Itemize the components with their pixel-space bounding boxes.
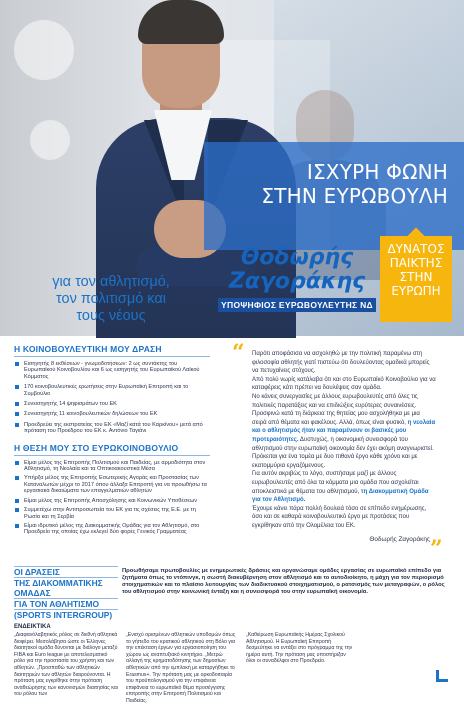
intergroup-title-line: ΤΗΣ ΔΙΑΚΟΜΜΑΤΙΚΗΣ ΟΜΑΔΑΣ xyxy=(14,578,103,598)
bokeh-light xyxy=(30,120,70,160)
quote-text xyxy=(252,350,436,530)
headline-line-1: ΙΣΧΥΡΗ ΦΩΝΗ xyxy=(306,160,448,184)
candidate-subtitle: ΥΠΟΨΗΦΙΟΣ ΕΥΡΩΒΟΥΛΕΥΤΗΣ ΝΔ xyxy=(218,298,376,312)
intergroup-intro: Προωθήσαμε πρωτοβουλίες με ενημερωτικές δράσεις και οργανώσαμε ομάδες εργασίας σε ευρωπαϊκό επίπεδο για ζητήματα όπως το ντόπινγκ, η σωστή διακυβέρνηση στον αθλητισμό και το αυτοδιοίκητο, η μάχη για τον περιορισμό στοιχηματικών και το πλαίσιο λειτουργίας των διαδικτυακού στοιχηματισμού, ο ρατσισμός των μεταγραφών, ο ρόλος του αθλητισμού στην κοινωνική ένταξη και η συνεισφορά του στην ευρωπαϊκή οικονομία. xyxy=(122,568,445,595)
open-quote-icon: “ xyxy=(232,340,245,366)
tagline-line-2: ΠΑΙΚΤΗΣ xyxy=(389,256,443,270)
quote-text-part: Για αυτόν ακριβώς το λόγο, συστήσαμε μαζί με άλλους ευρωβουλευτές από όλα τα κόμματα μια ομάδα που ασχολείται αποκλειστικά με θέματα του αθλητισμού, xyxy=(252,471,419,495)
headline-line-2: ΣΤΗΝ ΕΥΡΩΒΟΥΛΗ xyxy=(261,184,448,208)
slogan-line-2: τον πολιτισμό και xyxy=(56,291,166,307)
quote-paragraph: Από πολύ νωρίς κατάλαβα ότι και στο Ευρωπαϊκό Κοινοβούλιο για να καταφέρεις κάτι πρέπει να δουλέψεις σαν ομάδα. xyxy=(252,376,436,392)
headline-banner xyxy=(204,142,464,250)
quote-paragraph xyxy=(252,470,436,504)
bokeh-light xyxy=(14,20,74,80)
list-item: Εισηγητής 8 εκθέσεων - γνωμοδοτήσεων: 2 ως συντάκτης του Ευρωπαϊκού Κοινοβουλίου και 6 ως εισηγητής του Ευρωπαϊκού Λαϊκού Κόμματος xyxy=(14,361,210,380)
headline-text xyxy=(261,160,448,208)
quote-paragraph: Παρότι αποφάσισα να ασχοληθώ με την πολιτική παραμένω στη φιλοσοφία αθλητής γιατί πιστεύω ότι δουλεύοντας ομαδικά μπορείς να πετυχαίνεις στόχους. xyxy=(252,351,430,375)
list-item: 170 κοινοβουλευτικές ερωτήσεις στην Ευρωπαϊκή Επιτροπή και το Συμβούλιο xyxy=(14,384,210,397)
intergroup-section xyxy=(14,566,454,704)
quote-block xyxy=(224,340,452,562)
candidate-first-name: Θοδωρής xyxy=(240,245,354,270)
list-item: Υπήρξα μέλος της Επιτροπής Εσωτερικής Αγοράς και Προστασίας των Καταναλωτών μέχρι το 2017 όπου άλλαξα Επιτροπή για να προωθήσω τα εργασιακά δικαιώματα των επαγγελματιών αθλητών xyxy=(14,475,210,494)
candidate-name-block xyxy=(218,246,376,312)
list-item: Είμαι μέλος της Επιτροπής Πολιτισμού και Παιδείας, με αρμοδιότητα στον Αθλητισμό, τη Νεολαία και τα Οπτικοακουστικά Μέσα xyxy=(14,460,210,473)
quote-text-part: Νο κάνεις συνεργασίες με άλλους ευρωβουλευτές από όλες τις πολιτικές παρατάξεις και να επιδιώξεις ευρύτερες συναινέσεις. Προσφινώ κατά τη διάρκεια της θητείας μου ασχολήθηκα με μια σειρά από θέματα και φακέλους. Αλλά, όπως είναι φυσικό, xyxy=(252,393,420,426)
signature: Θοδωρής Ζαγοράκης xyxy=(369,536,430,543)
parliament-section-title: Η ΚΟΙΝΟΒΟΥΛΕΥΤΙΚΗ ΜΟΥ ΔΡΑΣΗ xyxy=(14,344,210,357)
list-item: Συνεισηγητής 14 ψηφισμάτων του ΕΚ xyxy=(14,401,210,407)
quote-paragraph xyxy=(252,393,436,470)
indicative-label: ΕΝΔΕΙΚΤΙΚΑ xyxy=(14,624,51,630)
list-item: Προεδρεύει της εκστρατείας του ΕΚ «Μαζί κατά του Καρκίνου» μετά από πρόταση του Προέδρου του ΕΚ κ. Αντόνιο Ταγιάνι xyxy=(14,422,210,435)
intergroup-column-1: „Διαφανόλαβητικός ρόλος σε διεθνή αθλητικά διοφέρει. Μεσολάβησα ώστε οι Έλληνες διαιτητικοί ομάδα δύνονται με διάλογο μεταξύ FIBA και Euro league με αποτελεσματικό ρόλο για την προστασία του χρήστη και των αθλητών. „Προσπαθώ των αθλητικών διαιτητριών των αθλητών διαιρούνονται. Η πρόταση μας εγκρίθηκε στην πρόταση αναθεώρησης των κανονισμών διαιτησίας και του ρόλου των xyxy=(14,632,118,698)
left-column xyxy=(14,344,210,539)
tagline-box xyxy=(380,236,452,322)
tagline-line-3: ΣΤΗΝ xyxy=(399,270,433,284)
intergroup-column-2: „Ενισχύ ορισμένων αθλητικών υποδομών όπως το γήπεδο του κρατικού αθλητικού στη Βόλο για την επέκταση έργων για εργασιοποίηση του χώρου ως αναπτυξιακό κινητήριο. „Μετρώ αλλαγή της κρηματοδότησης των δημοσίων αθλητικών από την εμπλοκή με καταργήθηκε το Erasmus+. Την πρόταση μας με ορκοδοιταιρία του προϋπολογισμού για την επιφάνεια επιφάνεια το ευρωπαϊκό θέμα προσέγγισης επιτροπής στην Επιτροπή Πολιτισμού και Παιδείας. xyxy=(126,632,236,704)
list-item: Είμαι ιδρυτικό μέλος της Διακομματικής Ομάδας για τον Αθλητισμό, στο Προεδρείο της οποίας έχω εκλεγεί δύο φορές Γενικός Γραμματέας xyxy=(14,523,210,536)
role-section-title: Η ΘΕΣΗ ΜΟΥ ΣΤΟ ΕΥΡΩΚΟΙΝΟΒΟΥΛΙΟ xyxy=(14,443,210,456)
candidate-last-name: Ζαγοράκης xyxy=(228,269,366,294)
intergroup-title-line: ΟΙ ΔΡΑΣΕΙΣ xyxy=(14,566,118,578)
slogan-line-3: τους νέους xyxy=(76,308,146,324)
list-item: Είμαι μέλος της Επιτροπής Αποσχόλησης και Κοινωνικών Υποθέσεων xyxy=(14,498,210,504)
quote-highlight: τη Διακομματική Ομάδα για τον Αθλητισμό. xyxy=(252,488,429,504)
parliament-list xyxy=(14,361,210,435)
quote-highlight: η νεολαία και ο αθλητισμός ήταν και παραμένουν οι βασικές μου προτεραιότητες. xyxy=(252,419,436,443)
close-quote-icon: ” xyxy=(430,536,443,562)
tagline-line-1: ΔΥΝΑΤΟΣ xyxy=(387,242,445,256)
quote-text-part: Δυστυχώς, η οικονομική συνεισφορά του αθλητισμού στην ευρωπαϊκή οικονομία δεν έχει ακόμη αναγνωριστεί. Πρόκειται για ένα τομέα με δυο πιθανά έργο κάθε χρόνο και με εκατομμύρια εργαζόμενους. xyxy=(252,436,434,469)
slogan-line-1: για τον αθλητισμό, xyxy=(52,274,170,290)
tagline-line-4: ΕΥΡΩΠΗ xyxy=(391,284,441,298)
intergroup-title xyxy=(14,566,118,620)
quote-paragraph: Έχουμε κάνει πάρα πολλή δουλειά τόσο σε επίπεδο ενημέρωσης, όσο και σε καθαρά κοινοβουλευτικό έργο με προτάσεις που εγκρίθηκαν από την Ολομέλεια του ΕΚ. xyxy=(252,505,427,529)
intergroup-column-3: „Καθιέρωση Ευρωπαϊκής Ημέρας Σχολικού Αθλητισμού. Η Ευρωπαϊκή Επιτροπή δεσμεύτηκε να εντάξει στο πρόγραμμα της την ημέρα αυτή. Την πρόταση μας υποστήριξαν όλοι οι συναδέλφοι στο Προεδρείο. xyxy=(246,632,353,665)
role-list xyxy=(14,460,210,536)
list-item: Συνεισηγητής 11 κοινοβουλευτικών δηλώσεων του ΕΚ xyxy=(14,411,210,417)
corner-mark xyxy=(436,670,448,682)
slogan xyxy=(26,274,196,325)
intergroup-title-line: (SPORTS INTERGROUP) xyxy=(14,610,113,620)
list-item: Συμμετέχω στην Αντιπροσωπεία του ΕΚ για τις σχέσεις της Ε.Ε. με τη Ρωσία και τη Σερβία xyxy=(14,507,210,520)
intergroup-title-line: ΓΙΑ ΤΟΝ ΑΘΛΗΤΙΣΜΟ xyxy=(14,598,118,610)
